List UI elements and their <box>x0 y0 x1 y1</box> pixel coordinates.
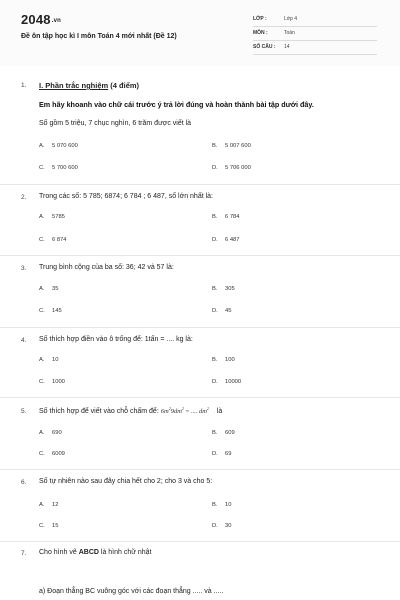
divider <box>0 184 400 185</box>
option-text: 5 007 600 <box>225 143 251 149</box>
option-letter: D. <box>212 451 218 457</box>
question-4-number: 4. <box>21 337 27 344</box>
section-title <box>39 81 139 90</box>
q2-option-a[interactable] <box>39 214 65 220</box>
q4-option-a[interactable] <box>39 357 58 363</box>
question-4-text: Số thích hợp điền vào ô trống để: 1tấn = .... kg là: <box>39 336 193 343</box>
option-letter: A. <box>39 143 45 149</box>
q2-option-b[interactable] <box>212 214 240 220</box>
meta-class-row <box>253 14 377 27</box>
question-7-number: 7. <box>21 550 27 557</box>
meta-class-value: Lớp 4 <box>284 16 298 22</box>
option-letter: C. <box>39 379 45 385</box>
option-text: 5 706 000 <box>225 165 251 171</box>
option-letter: A. <box>39 214 45 220</box>
option-text: 6009 <box>52 451 65 457</box>
q6-option-a[interactable] <box>39 502 58 508</box>
option-letter: A. <box>39 286 45 292</box>
question-3-text: Trung bình cộng của ba số: 36; 42 và 57 là: <box>39 264 174 271</box>
q7-text-before: Cho hình vẽ <box>39 549 79 556</box>
option-letter: B. <box>212 286 218 292</box>
q4-option-d[interactable] <box>212 379 241 385</box>
section-instruction: Em hãy khoanh vào chữ cái trước ý trả lời đúng và hoàn thành bài tập dưới đây. <box>39 100 314 109</box>
option-letter: C. <box>39 451 45 457</box>
site-logo[interactable] <box>21 12 61 27</box>
math-exponent: 2 <box>168 406 171 411</box>
math-term: 9dm <box>170 408 182 416</box>
option-text: 305 <box>225 286 235 292</box>
q1-option-b[interactable] <box>212 143 251 149</box>
math-term: dm <box>198 408 207 416</box>
q2-option-d[interactable] <box>212 237 240 243</box>
section-number: 1. <box>21 82 27 89</box>
q1-option-d[interactable] <box>212 165 251 171</box>
document-title: Đề ôn tập học kì I môn Toán 4 mới nhất (Đề 12) <box>21 33 177 40</box>
option-text: 45 <box>225 308 232 314</box>
option-text: 10000 <box>225 379 242 385</box>
divider <box>0 327 400 328</box>
q3-option-a[interactable] <box>39 286 58 292</box>
question-7-text <box>39 549 152 556</box>
option-letter: C. <box>39 165 45 171</box>
option-letter: D. <box>212 165 218 171</box>
option-text: 35 <box>52 286 59 292</box>
divider <box>0 469 400 470</box>
section-points: (4 điểm) <box>108 81 140 90</box>
divider <box>0 255 400 256</box>
option-text: 5785 <box>52 214 65 220</box>
option-text: 609 <box>225 430 235 436</box>
option-text: 10 <box>225 502 232 508</box>
q4-option-c[interactable] <box>39 379 65 385</box>
meta-count-row <box>253 42 377 55</box>
option-text: 6 784 <box>225 214 240 220</box>
divider <box>0 397 400 398</box>
option-text: 5 700 600 <box>52 165 78 171</box>
option-letter: C. <box>39 523 45 529</box>
section-title-text: I. Phần trắc nghiệm <box>39 81 109 90</box>
math-term: 6m <box>160 408 169 416</box>
meta-subject-label: MÔN : <box>253 30 268 36</box>
option-letter: D. <box>212 379 218 385</box>
question-3-number: 3. <box>21 265 27 272</box>
q7-text-bold: ABCD <box>78 549 99 556</box>
q3-option-d[interactable] <box>212 308 231 314</box>
q6-option-d[interactable] <box>212 523 231 529</box>
q2-option-c[interactable] <box>39 237 67 243</box>
q6-option-c[interactable] <box>39 523 58 529</box>
math-equals: = .... <box>183 408 199 416</box>
meta-class-label: LỚP : <box>253 16 267 22</box>
meta-subject-row <box>253 28 377 41</box>
meta-count-label: SỐ CÂU : <box>253 44 276 50</box>
q5-option-a[interactable] <box>39 430 62 436</box>
meta-subject-value: Toán <box>284 30 295 36</box>
divider <box>0 541 400 542</box>
option-text: 5 070 600 <box>52 143 78 149</box>
option-letter: C. <box>39 308 45 314</box>
option-letter: A. <box>39 430 45 436</box>
option-letter: A. <box>39 357 45 363</box>
option-text: 15 <box>52 523 59 529</box>
math-expression <box>161 408 209 415</box>
question-6-number: 6. <box>21 479 27 486</box>
option-text: 1000 <box>52 379 65 385</box>
option-text: 10 <box>52 357 59 363</box>
q7-text-after: là hình chữ nhật <box>98 549 152 556</box>
q1-option-a[interactable] <box>39 143 78 149</box>
option-letter: B. <box>212 430 218 436</box>
q5-option-b[interactable] <box>212 430 235 436</box>
logo-text: 2048 <box>21 12 51 27</box>
option-text: 100 <box>225 357 235 363</box>
option-letter: C. <box>39 237 45 243</box>
q4-option-b[interactable] <box>212 357 235 363</box>
option-text: 145 <box>52 308 62 314</box>
option-letter: B. <box>212 143 218 149</box>
math-exponent: 2 <box>206 406 209 411</box>
question-5-tail: là <box>216 408 223 416</box>
question-1-text: Số gồm 5 triệu, 7 chục nghìn, 6 trăm được viết là <box>39 120 192 127</box>
q5-option-d[interactable] <box>212 451 231 457</box>
question-6-text: Số tự nhiên nào sau đây chia hết cho 2; cho 3 và cho 5: <box>39 478 213 485</box>
option-letter: B. <box>212 357 218 363</box>
option-letter: B. <box>212 502 218 508</box>
option-letter: D. <box>212 523 218 529</box>
option-text: 69 <box>225 451 232 457</box>
q3-option-b[interactable] <box>212 286 235 292</box>
option-text: 12 <box>52 502 59 508</box>
option-text: 690 <box>52 430 62 436</box>
question-2-number: 2. <box>21 194 27 201</box>
question-5-label: Số thích hợp để viết vào chỗ chấm để: <box>39 408 159 416</box>
q3-option-c[interactable] <box>39 308 62 314</box>
question-2-text: Trong các số: 5 785; 6874; 6 784 ; 6 487, số lớn nhất là: <box>39 193 214 200</box>
option-letter: A. <box>39 502 45 508</box>
logo-suffix: .vn <box>51 18 62 24</box>
option-text: 6 874 <box>52 237 67 243</box>
option-text: 6 487 <box>225 237 240 243</box>
meta-count-value: 14 <box>284 44 290 50</box>
option-letter: D. <box>212 237 218 243</box>
math-exponent: 2 <box>181 406 184 411</box>
question-5-number: 5. <box>21 408 27 415</box>
option-letter: D. <box>212 308 218 314</box>
page-header <box>0 0 400 66</box>
q1-option-c[interactable] <box>39 165 78 171</box>
question-5-text <box>39 406 222 415</box>
option-text: 30 <box>225 523 232 529</box>
q5-option-c[interactable] <box>39 451 65 457</box>
question-7-sub-a: a) Đoạn thẳng BC vuông góc với các đoạn thẳng ..... và ..... <box>39 588 224 595</box>
q6-option-b[interactable] <box>212 502 231 508</box>
option-letter: B. <box>212 214 218 220</box>
